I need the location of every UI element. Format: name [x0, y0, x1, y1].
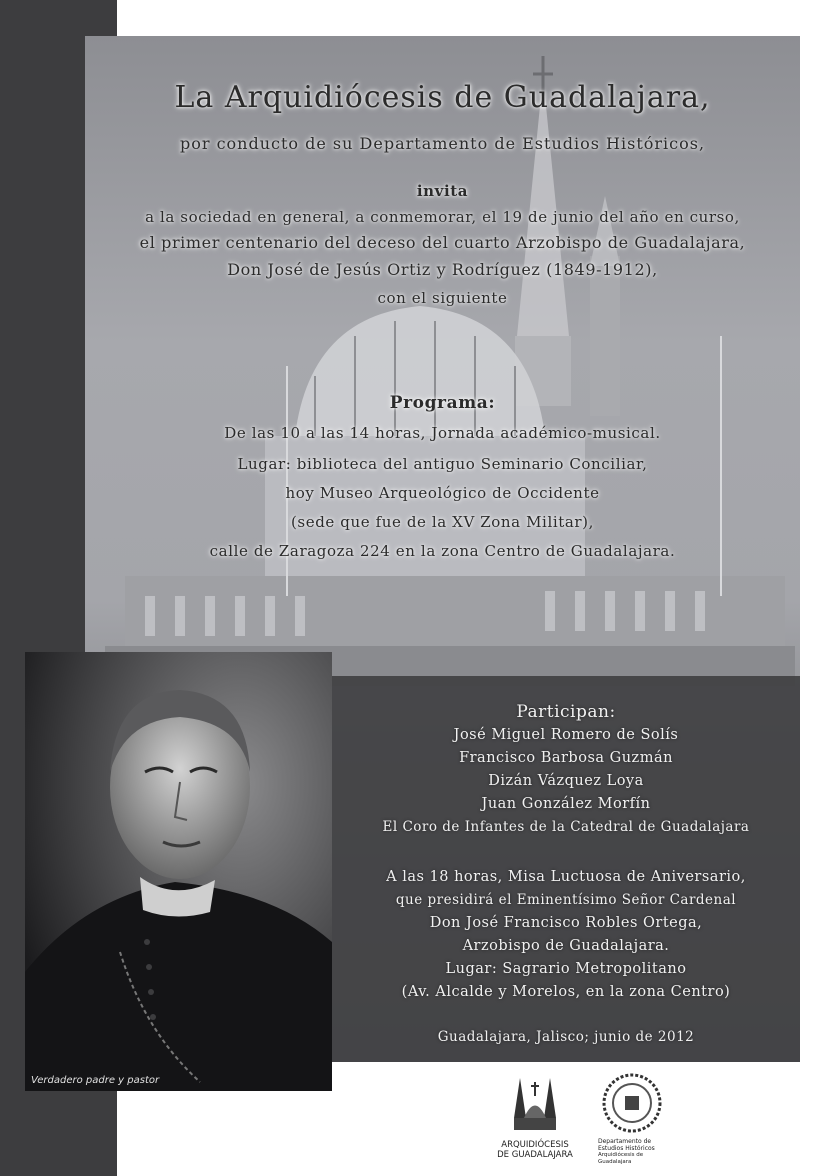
program-line: (sede que fue de la XV Zona Militar),: [290, 513, 594, 531]
participants-heading: Participan:: [516, 702, 616, 722]
logo-text-line: Departamento de: [598, 1138, 652, 1145]
participant-name: José Miguel Romero de Solís: [453, 727, 679, 743]
program-heading: Programa:: [389, 393, 496, 413]
archbishop-portrait: [25, 652, 332, 1091]
participant-name: Juan González Morfín: [481, 796, 651, 812]
mass-line: que presidirá el Eminentísimo Señor Cardenal: [395, 892, 737, 908]
portrait-image: [25, 652, 332, 1091]
logo-text-line: DE GUADALAJARA: [497, 1150, 573, 1160]
mass-line: Lugar: Sagrario Metropolitano: [445, 961, 687, 977]
invitation-heading: invita: [416, 182, 469, 200]
program-line: hoy Museo Arqueológico de Occidente: [285, 484, 600, 502]
mass-line: Arzobispo de Guadalajara.: [462, 938, 670, 954]
arquidiocesis-logo: [490, 1068, 580, 1160]
seal-icon: [601, 1072, 663, 1134]
mass-line: (Av. Alcalde y Morelos, en la zona Centro): [401, 984, 731, 1000]
logo-text-line: Estudios Históricos: [598, 1145, 655, 1152]
dateline: Guadalajara, Jalisco; junio de 2012: [437, 1029, 695, 1045]
invitation-line: el primer centenario del deceso del cuarto Arzobispo de Guadalajara,: [139, 233, 746, 252]
invitation-line: Don José de Jesús Ortiz y Rodríguez (1849-1912),: [227, 260, 658, 279]
poster-subtitle: por conducto de su Departamento de Estudios Históricos,: [179, 134, 706, 153]
poster-title: La Arquidiócesis de Guadalajara,: [174, 80, 711, 115]
invitation-line: a la sociedad en general, a conmemorar, el 19 de junio del año en curso,: [145, 208, 740, 226]
cathedral-logo-icon: [510, 1068, 560, 1136]
program-line: De las 10 a las 14 horas, Jornada académico-musical.: [224, 424, 661, 442]
mass-line: Don José Francisco Robles Ortega,: [429, 915, 703, 931]
program-line: Lugar: biblioteca del antiguo Seminario Conciliar,: [237, 455, 648, 473]
logo-text-line: ARQUIDIÓCESIS: [501, 1140, 569, 1150]
participant-name: El Coro de Infantes de la Catedral de Guadalajara: [382, 819, 750, 835]
portrait-caption: Verdadero padre y pastor: [31, 1075, 160, 1086]
participant-name: Dizán Vázquez Loya: [488, 773, 644, 789]
participant-name: Francisco Barbosa Guzmán: [459, 750, 673, 766]
logo-text-line: Arquidiócesis de Guadalajara: [598, 1152, 644, 1165]
invitation-line: con el siguiente: [377, 289, 508, 307]
program-line: calle de Zaragoza 224 en la zona Centro de Guadalajara.: [209, 542, 676, 560]
mass-line: A las 18 horas, Misa Luctuosa de Aniversario,: [386, 869, 746, 885]
departamento-logo: [592, 1072, 672, 1166]
